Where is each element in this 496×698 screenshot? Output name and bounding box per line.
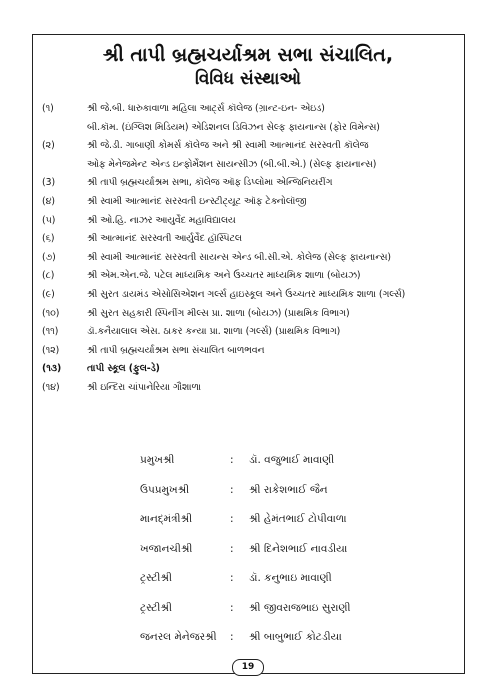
officer-row [140, 543, 460, 573]
officer-separator: : [230, 513, 234, 525]
officer-row [140, 513, 460, 543]
item-number: (૧૧) [42, 326, 59, 338]
item-number: (૧) [42, 103, 54, 114]
item-text: શ્રી સ્વામી આત્માનંદ સરસ્વતી સાયન્સ એન્ડ બી.સી.એ. કોલેજ (સેલ્ફ ફાયનાન્સ) [87, 251, 392, 263]
item-number: (૯) [42, 288, 55, 300]
officer-separator: : [230, 631, 234, 643]
officer-row [140, 484, 460, 514]
list-item [42, 286, 462, 305]
item-text: શ્રી ઓ.હિ. નાઝર આયુર્વેદ મહાવિદ્યાલય [87, 214, 236, 226]
list-item [42, 249, 462, 268]
item-number: (૧૪) [42, 381, 60, 393]
item-text: શ્રી સ્વામી આત્માનંદ સરસ્વતી ઇન્સ્ટીટ્યૂટ ઑફ ટેક્નોલૉજી [87, 195, 307, 207]
officer-separator: : [230, 572, 234, 584]
item-number: (૭) [42, 251, 56, 263]
list-item [42, 342, 462, 361]
item-text: શ્રી જે.ડી. ગાબાણી કોમર્સ કૉલેજ અને શ્રી સ્વામી આત્માનંદ સરસ્વતી કૉલેજ [87, 140, 369, 152]
officer-separator: : [230, 542, 234, 555]
officer-name: ડૉ. કનુભાઇ માવાણી [249, 572, 332, 584]
item-text: શ્રી તાપી બ્રહ્મચર્યાશ્રમ સભા સંચાલિત બાળભવન [87, 344, 265, 356]
item-text: ડૉ.કનૈયાલાલ એસ. ઠાકર કન્યા પ્રા. શાળા (ગર્લ્સ) (પ્રાથમિક વિભાગ) [87, 326, 341, 338]
item-number: (૮) [42, 270, 55, 282]
institution-list [42, 100, 462, 398]
page-title: શ્રી તાપી બ્રહ્મચર્યાશ્રમ સભા સંચાલિત, [102, 44, 394, 66]
officer-role: ખજાનચીશ્રી [140, 542, 193, 555]
list-item [42, 230, 462, 249]
item-text: શ્રી એમ.એન.જે. પટેલ માધ્યમિક અને ઉચ્ચતર માધ્યમિક શાળા (બોયઝ) [87, 270, 361, 282]
item-number: (૫) [42, 214, 56, 226]
list-item [42, 100, 462, 119]
list-item [42, 212, 462, 231]
list-item [42, 193, 462, 212]
item-number: (3) [42, 177, 56, 189]
item-text: શ્રી જે.બી. ધારુકાવાળા મહિલા આર્ટ્સ કૉલેજ (ગ્રાન્ટ-ઇન- એઇડ) [87, 103, 325, 114]
list-item [42, 156, 462, 175]
item-text: ઓફ મેનેજમેન્ટ એન્ડ ઇન્ફોર્મેશન સાયન્સીઝ (બી.બી.એ.) (સેલ્ફ ફાયનાન્સ) [87, 158, 377, 170]
item-number: (૨) [42, 140, 55, 152]
officer-name: ડૉ. વજુભાઈ માવાણી [249, 454, 335, 466]
officer-name: શ્રી હેમંતભાઈ ટોપીવાળા [249, 513, 347, 525]
item-text: શ્રી તાપી બ્રહ્મચર્યાશ્રમ સભા, કૉલેજ ઑફ ડિપ્લોમા એન્જિનિયરીંગ [87, 177, 333, 189]
list-item [42, 305, 462, 324]
officer-role: જનરલ મેનેજરશ્રી [140, 631, 217, 643]
officer-role: પ્રમુખશ્રી [140, 454, 175, 466]
item-number: (૧૨) [42, 344, 60, 356]
item-text: શ્રી સુરત સહકારી સ્પિનીંગ મીલ્સ પ્રા. શાળા (બોયઝ) (પ્રાથમિક વિભાગ) [87, 307, 350, 319]
list-item [42, 119, 462, 138]
list-item [42, 323, 462, 342]
item-text: શ્રી ઇન્દિરા ચાંપાનેરિયા ગૌશાળા [87, 381, 202, 393]
item-text: તાપી સ્કૂલ (ફુલ-ડે) [87, 363, 160, 375]
officer-role: માનદ્‌મંત્રીશ્રી [140, 513, 193, 525]
officer-row [140, 572, 460, 602]
page-subtitle: વિવિધ સંસ્થાઓ [195, 69, 301, 89]
list-item [42, 379, 462, 398]
officer-role: ટ્રસ્ટીશ્રી [140, 601, 172, 614]
officer-separator: : [230, 601, 234, 614]
officer-role: ઉપપ્રમુખશ્રી [140, 483, 190, 496]
item-number: (૪) [42, 195, 56, 207]
officer-row [140, 631, 460, 661]
item-number: (૧૩) [42, 363, 62, 375]
officer-role: ટ્રસ્ટીશ્રી [140, 572, 172, 584]
officer-name: શ્રી જીવરાજભાઇ સુરાણી [249, 601, 351, 614]
list-item [42, 267, 462, 286]
list-item [42, 137, 462, 156]
item-number: (૬) [42, 233, 55, 245]
officer-name: શ્રી રાકેશભાઈ જૈન [249, 483, 328, 496]
officer-name: શ્રી દિનેશભાઈ નાવડીયા [249, 542, 348, 555]
officer-separator: : [230, 454, 234, 466]
officer-separator: : [230, 483, 234, 496]
item-text: શ્રી સુરત ડાયમંડ એસોસિએશન ગર્લ્સ હાઇસ્કૂલ અને ઉચ્ચતર માધ્યમિક શાળા (ગર્લ્સ) [87, 288, 406, 300]
officers-list [140, 454, 460, 661]
page-number: 19 [232, 659, 264, 676]
officer-row [140, 602, 460, 632]
item-text: બી.કૉમ. (ઇંગ્લિશ મિડિયમ) એડિશનલ ડિવિઝન સેલ્ફ ફાયનાન્સ (ફોર વિમેન્સ) [87, 121, 380, 133]
item-number: (૧૦) [42, 307, 60, 319]
list-item [42, 174, 462, 193]
officer-row [140, 454, 460, 484]
officer-name: શ્રી બાબુભાઈ કોટડીયા [249, 631, 342, 643]
item-text: શ્રી આત્માનંદ સરસ્વતી આર્યુર્વેદ હૉસ્પિટલ [87, 233, 242, 245]
list-item [42, 360, 462, 379]
